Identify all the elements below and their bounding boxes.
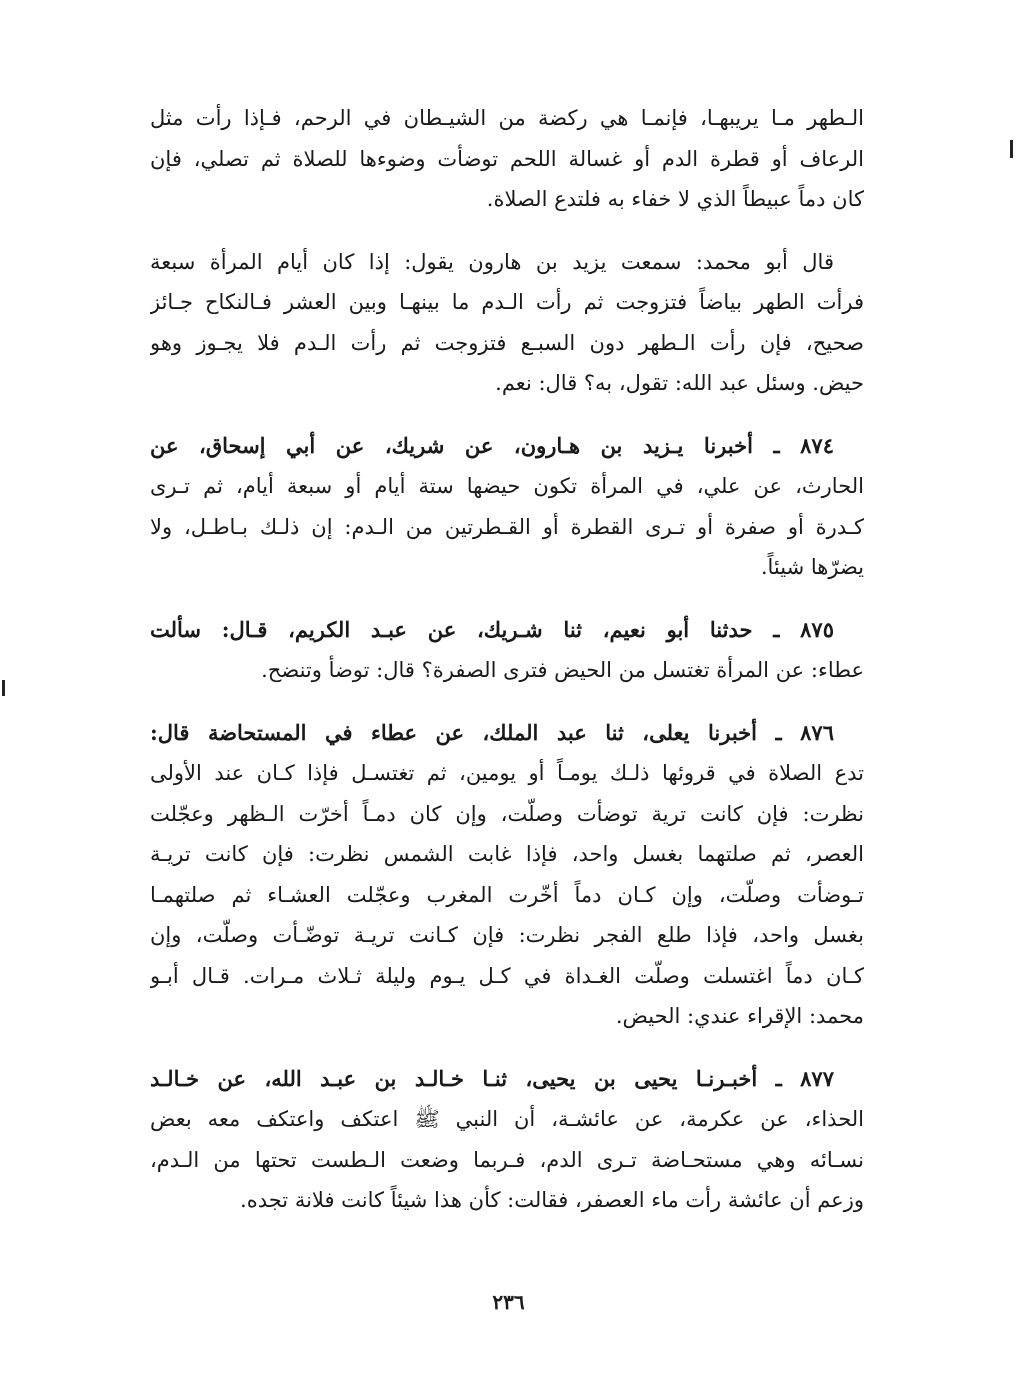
text-line: حيض. وسئل عبد الله: تقول، به؟ قال: نعم. — [495, 371, 864, 395]
text-line: قال أبو محمد: سمعت يزيد بن هارون يقول: إذا كان أيام المرأة سبعة — [150, 249, 834, 274]
text-line: كان دماً عبيطاً الذي لا خفاء به فلتدع الصلاة. — [486, 187, 864, 211]
text-line: ٨٧٦ ـ أخبرنا يعلى، ثنا عبد الملك، عن عطاء في المستحاضة قال: — [150, 719, 834, 745]
text-line: يضرّها شيئاً. — [760, 555, 864, 579]
text-line: نظرت: فإن كانت ترية توضأت وصلّت، وإن كان دمـاً أخرّت الـظهر وعجّلت — [150, 801, 864, 826]
hadith-876 — [150, 713, 864, 1037]
scan-edge-mark — [2, 680, 5, 696]
text-line: نسـائه وهي مستحـاضة تـرى الدم، فـربما وضعت الـطست تحتها من الـدم، — [150, 1147, 864, 1172]
text-line: وزعم أن عائشة رأت ماء العصفر، فقالت: كأن هذا شيئاً كانت فلانة تجده. — [240, 1188, 864, 1212]
page-number: ٢٣٦ — [492, 1290, 525, 1314]
paragraph-1 — [150, 98, 864, 220]
text-line: تدع الصلاة في قروئها ذلـك يومـاً أو يومين، ثم تغتسـل فإذا كـان عند الأولى — [150, 761, 864, 785]
hadith-875 — [150, 610, 864, 691]
hadith-874 — [150, 426, 864, 588]
text-line: الحذاء، عن عكرمة، عن عائشـة، أن النبي ﷺ اعتكف واعتكف معه بعض — [150, 1107, 864, 1131]
text-line: الـطهر مـا يريبهـا، فإنمـا هي ركضة من الشيـطان في الرحم، فـإذا رأت مثل — [150, 106, 864, 130]
text-line: بغسل واحد، فإذا طلع الفجر نظرت: فإن كـانت تريـة توضّـأت وصلّت، وإن — [150, 923, 864, 947]
text-line: كـدرة أو صفرة أو تـرى القطرة أو القـطرتين من الـدم: إن ذلـك بـاطـل، ولا — [150, 514, 864, 539]
text-line: تـوضأت وصلّت، وإن كـان دماً أخّرت المغرب وعجّلت العشـاء ثم صلتهمـا — [150, 882, 864, 907]
text-line: الحارث، عن علي، في المرأة تكون حيضها ستة أيام أو سبعة أيام، ثم تـرى — [150, 474, 864, 498]
text-line: كـان دماً اغتسلت وصلّت الغـداة في كـل يـوم وليلة ثـلاث مـرات. قـال أبـو — [150, 963, 864, 988]
text-line: صحيح، فإن رأت الـطهر دون السبـع فتزوجت ثم رأت الـدم فلا يجـوز وهو — [150, 330, 864, 355]
scan-edge-mark — [1010, 140, 1013, 158]
text-line: ٨٧٧ ـ أخبـرنـا يحيى بن يحيى، ثنـا خـالـد بن عبـد الله، عن خـالـد — [150, 1065, 834, 1091]
text-line: ٨٧٤ ـ أخبرنا يـزيد بن هـارون، عن شريك، عن أبي إسحاق، عن — [150, 432, 834, 458]
text-line: الرعاف أو قطرة الدم أو غسالة اللحم توضأت وضوءها للصلاة ثم تصلي، فإن — [150, 146, 864, 171]
text-line: محمد: الإقراء عندي: الحيض. — [615, 1004, 864, 1028]
text-line: العصر، ثم صلتهما بغسل واحد، فإذا غابت الشمس نظرت: فإن كانت تريـة — [150, 842, 864, 866]
text-line: عطاء: عن المرأة تغتسل من الحيض فترى الصفرة؟ قال: توضأ وتنضح. — [261, 658, 864, 682]
text-line: فرأت الطهر بياضاً فتزوجت ثم رأت الـدم ما بينهـا وبين العشر فـالنكاح جـائز — [150, 290, 864, 314]
text-line: ٨٧٥ ـ حدثنا أبو نعيم، ثنا شـريك، عن عبـد الكريم، قـال: سألت — [150, 616, 834, 642]
paragraph-2 — [150, 242, 864, 404]
page-text-block — [150, 98, 864, 1243]
hadith-877 — [150, 1059, 864, 1221]
